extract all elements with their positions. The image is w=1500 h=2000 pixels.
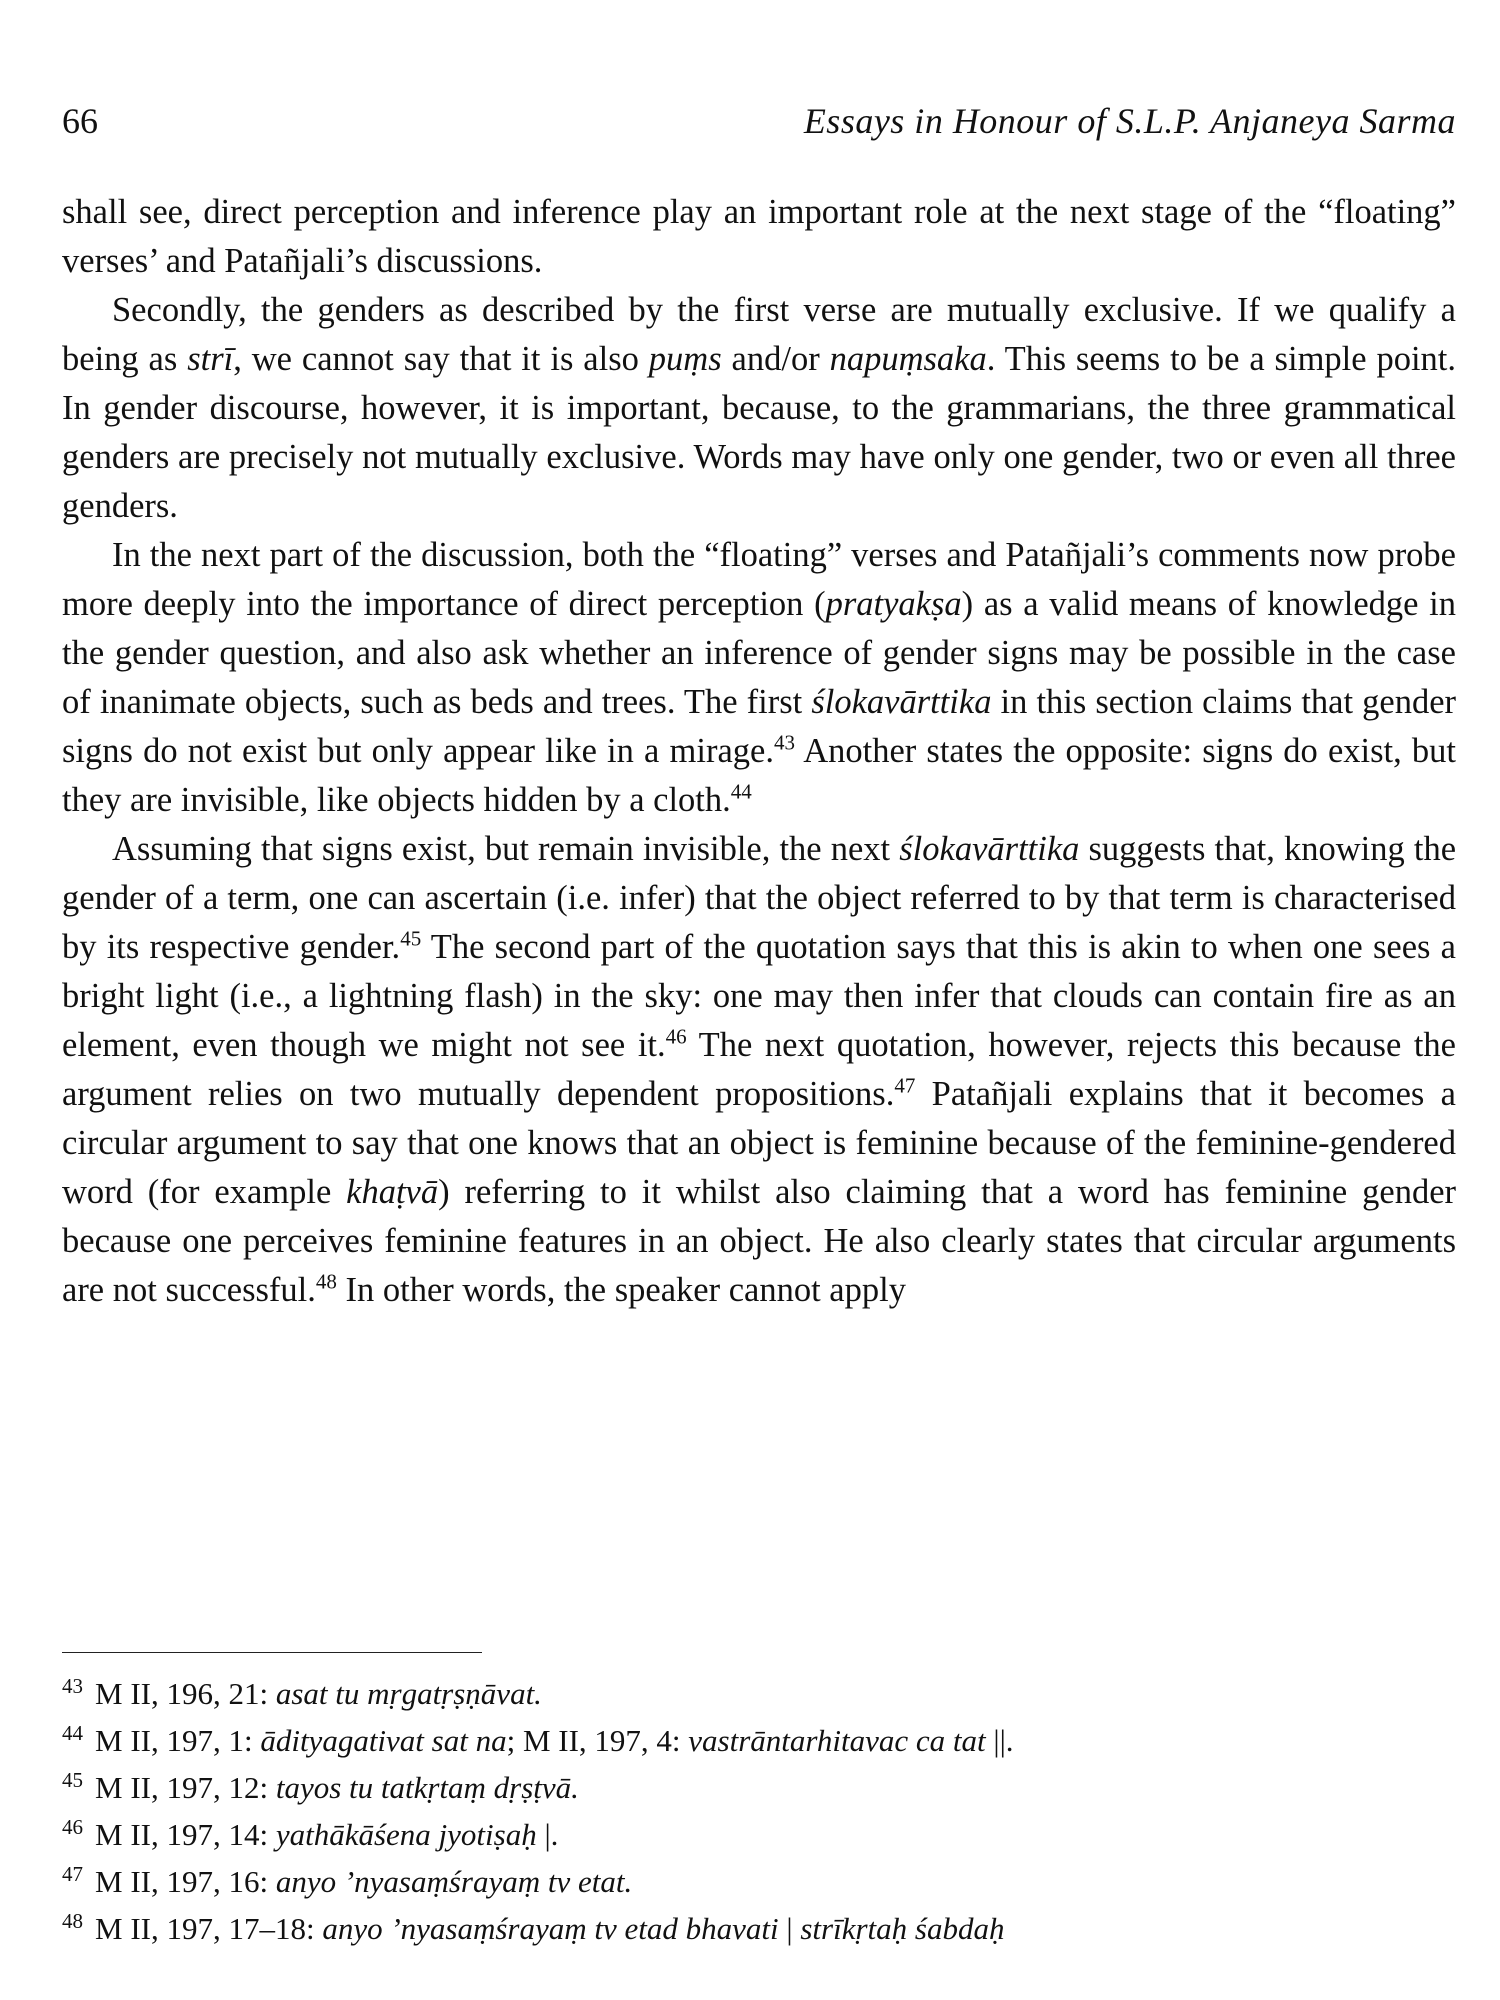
term-pratyaksa: pratyakṣa	[825, 585, 962, 623]
page-number: 66	[62, 101, 98, 141]
paragraph-3: In the next part of the discussion, both the “floating” verses and Patañjali’s comments now probe more deeply into the importance of direct perception (pratyakṣa) as a valid means of knowledge in the gender question, and also ask whether an inference of gender signs may be possible in the case of inanimate objects, such as beds and trees. The first ślokavārttika in this section claims that gender signs do not exist but only appear like in a mirage.$^{43}$ Another states the opposite: signs do exist, but they are invisible, like objects hidden by a cloth.$^{44}$	[62, 536, 1457, 819]
footnote-43: $^{43}$ M II, 196, 21: asat tu mṛgatṛṣṇāvat.	[62, 1673, 542, 1711]
term-slokavarttika-2: ślokavārttika	[899, 830, 1080, 868]
paragraph-1: shall see, direct perception and inference play an important role at the next stage of the “floating” verses’ and Patañjali’s discussions.	[62, 193, 1456, 280]
paragraph-4: Assuming that signs exist, but remain invisible, the next ślokavārttika suggests that, knowing the gender of a term, one can ascertain (i.e. infer) that the object referred to by that term is characterised by its respective gender.$^{45}$ The second part of the quotation says that this is akin to when one sees a bright light (i.e., a lightning flash) in the sky: one may then infer that clouds can contain fire as an element, even though we might not see it.$^{46}$ The next quotation, however, rejects this because the argument relies on two mutually dependent propositions.$^{47}$ Patañjali explains that it becomes a circular argument to say that one knows that an object is feminine because of the feminine-gendered word (for example khaṭvā) referring to it whilst also claiming that a word has feminine gender because one perceives feminine features in an object. He also clearly states that circular arguments are not successful.$^{48}$ In other words, the speaker cannot apply	[62, 830, 1457, 1309]
term-stri: strī	[187, 340, 234, 378]
term-khatva: khaṭvā	[346, 1173, 439, 1211]
footnote-45: $^{45}$ M II, 197, 12: tayos tu tatkṛtaṃ dṛṣṭvā.	[62, 1767, 579, 1805]
footnote-46: $^{46}$ M II, 197, 14: yathākāśena jyotiṣaḥ |.	[62, 1814, 559, 1852]
footnote-divider	[62, 1652, 482, 1653]
footnote-47: $^{47}$ M II, 197, 16: anyo ’nyasaṃśrayaṃ tv etat.	[62, 1861, 633, 1899]
term-napumsaka: napuṃsaka	[829, 340, 987, 378]
footnote-ref-48[interactable]: 48	[315, 1269, 337, 1294]
paragraph-2: Secondly, the genders as described by the first verse are mutually exclusive. If we qualify a being as strī, we cannot say that it is also puṃs and/or napuṃsaka. This seems to be a simple point. In gender discourse, however, it is important, because, to the grammarians, the three grammatical genders are precisely not mutually exclusive. Words may have only one gender, two or even all three genders.	[62, 291, 1456, 525]
term-pums: puṃs	[648, 340, 722, 378]
footnotes	[62, 1670, 1456, 1952]
footnote-ref-44[interactable]: 44	[730, 779, 752, 804]
footnote-ref-46[interactable]: 46	[665, 1024, 687, 1049]
term-slokavarttika: ślokavārttika	[811, 683, 992, 721]
footnote-ref-47[interactable]: 47	[894, 1073, 916, 1098]
footnote-ref-43[interactable]: 43	[773, 730, 795, 755]
footnote-44: $^{44}$ M II, 197, 1: ādityagativat sat na; M II, 197, 4: vastrāntarhitavac ca tat ||.	[62, 1720, 1014, 1758]
page-header	[62, 100, 1456, 150]
body-text	[62, 188, 1456, 1315]
running-head: Essays in Honour of S.L.P. Anjaneya Sarma	[803, 101, 1456, 141]
footnote-ref-45[interactable]: 45	[400, 926, 422, 951]
footnote-48: $^{48}$ M II, 197, 17–18: anyo ’nyasaṃśrayaṃ tv etad bhavati | strīkṛtaḥ śabdaḥ	[62, 1908, 1005, 1946]
